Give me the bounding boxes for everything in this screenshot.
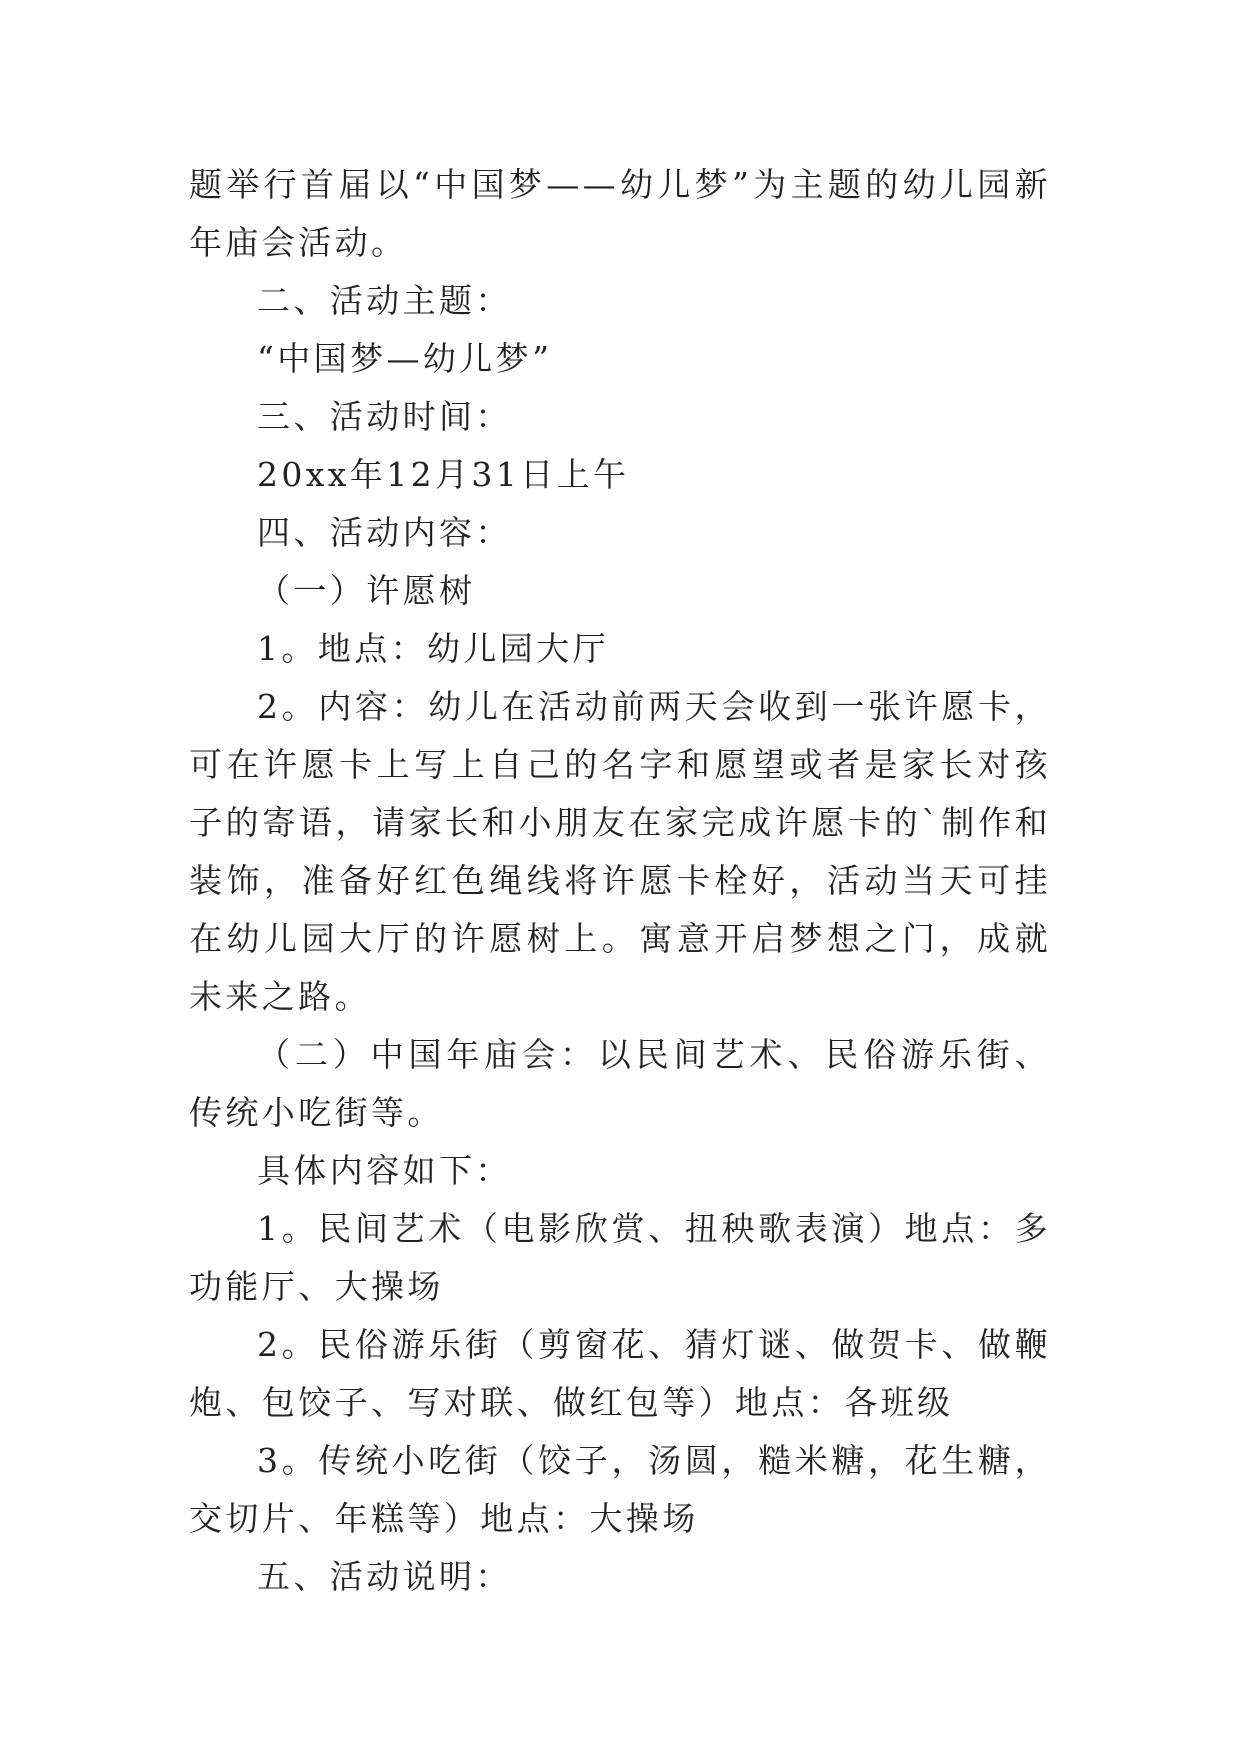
- subheading-temple-fair: （二）中国年庙会：以民间艺术、民俗游乐街、传统小吃街等。: [189, 1035, 1051, 1132]
- list-item-folk-street: 2。民俗游乐街（剪窗花、猜灯谜、做贺卡、做鞭炮、包饺子、写对联、做红包等）地点：各班级: [189, 1325, 1051, 1422]
- activity-theme-text: “中国梦—幼儿梦”: [257, 339, 553, 378]
- list-item-snack-street: 3。传统小吃街（饺子，汤圆，糙米糖，花生糖，交切片、年糕等）地点：大操场: [189, 1441, 1051, 1538]
- wish-tree-location: 1。地点：幼儿园大厅: [257, 629, 609, 668]
- wish-tree-content: 2。内容：幼儿在活动前两天会收到一张许愿卡，可在许愿卡上写上自己的名字和愿望或者是家长对孩子的寄语，请家长和小朋友在家完成许愿卡的`制作和装饰，准备好红色绳线将许愿卡栓好，活动当天可挂在幼儿园大厅的许愿树上。寓意开启梦想之门，成就未来之路。: [189, 687, 1051, 1016]
- heading-activity-notes: 五、活动说明：: [257, 1557, 512, 1596]
- activity-time-text: 20xx年12月31日上午: [257, 455, 630, 494]
- document-body: [189, 156, 1051, 1606]
- heading-activity-time: 三、活动时间：: [257, 397, 512, 436]
- paragraph-intro-continuation: 题举行首届以“中国梦——幼儿梦”为主题的幼儿园新年庙会活动。: [189, 165, 1051, 262]
- details-intro: 具体内容如下：: [257, 1151, 512, 1190]
- list-item-folk-art: 1。民间艺术（电影欣赏、扭秧歌表演）地点：多功能厅、大操场: [189, 1209, 1051, 1306]
- heading-activity-content: 四、活动内容：: [257, 513, 512, 552]
- heading-activity-theme: 二、活动主题：: [257, 281, 512, 320]
- subheading-wish-tree: （一）许愿树: [257, 571, 476, 610]
